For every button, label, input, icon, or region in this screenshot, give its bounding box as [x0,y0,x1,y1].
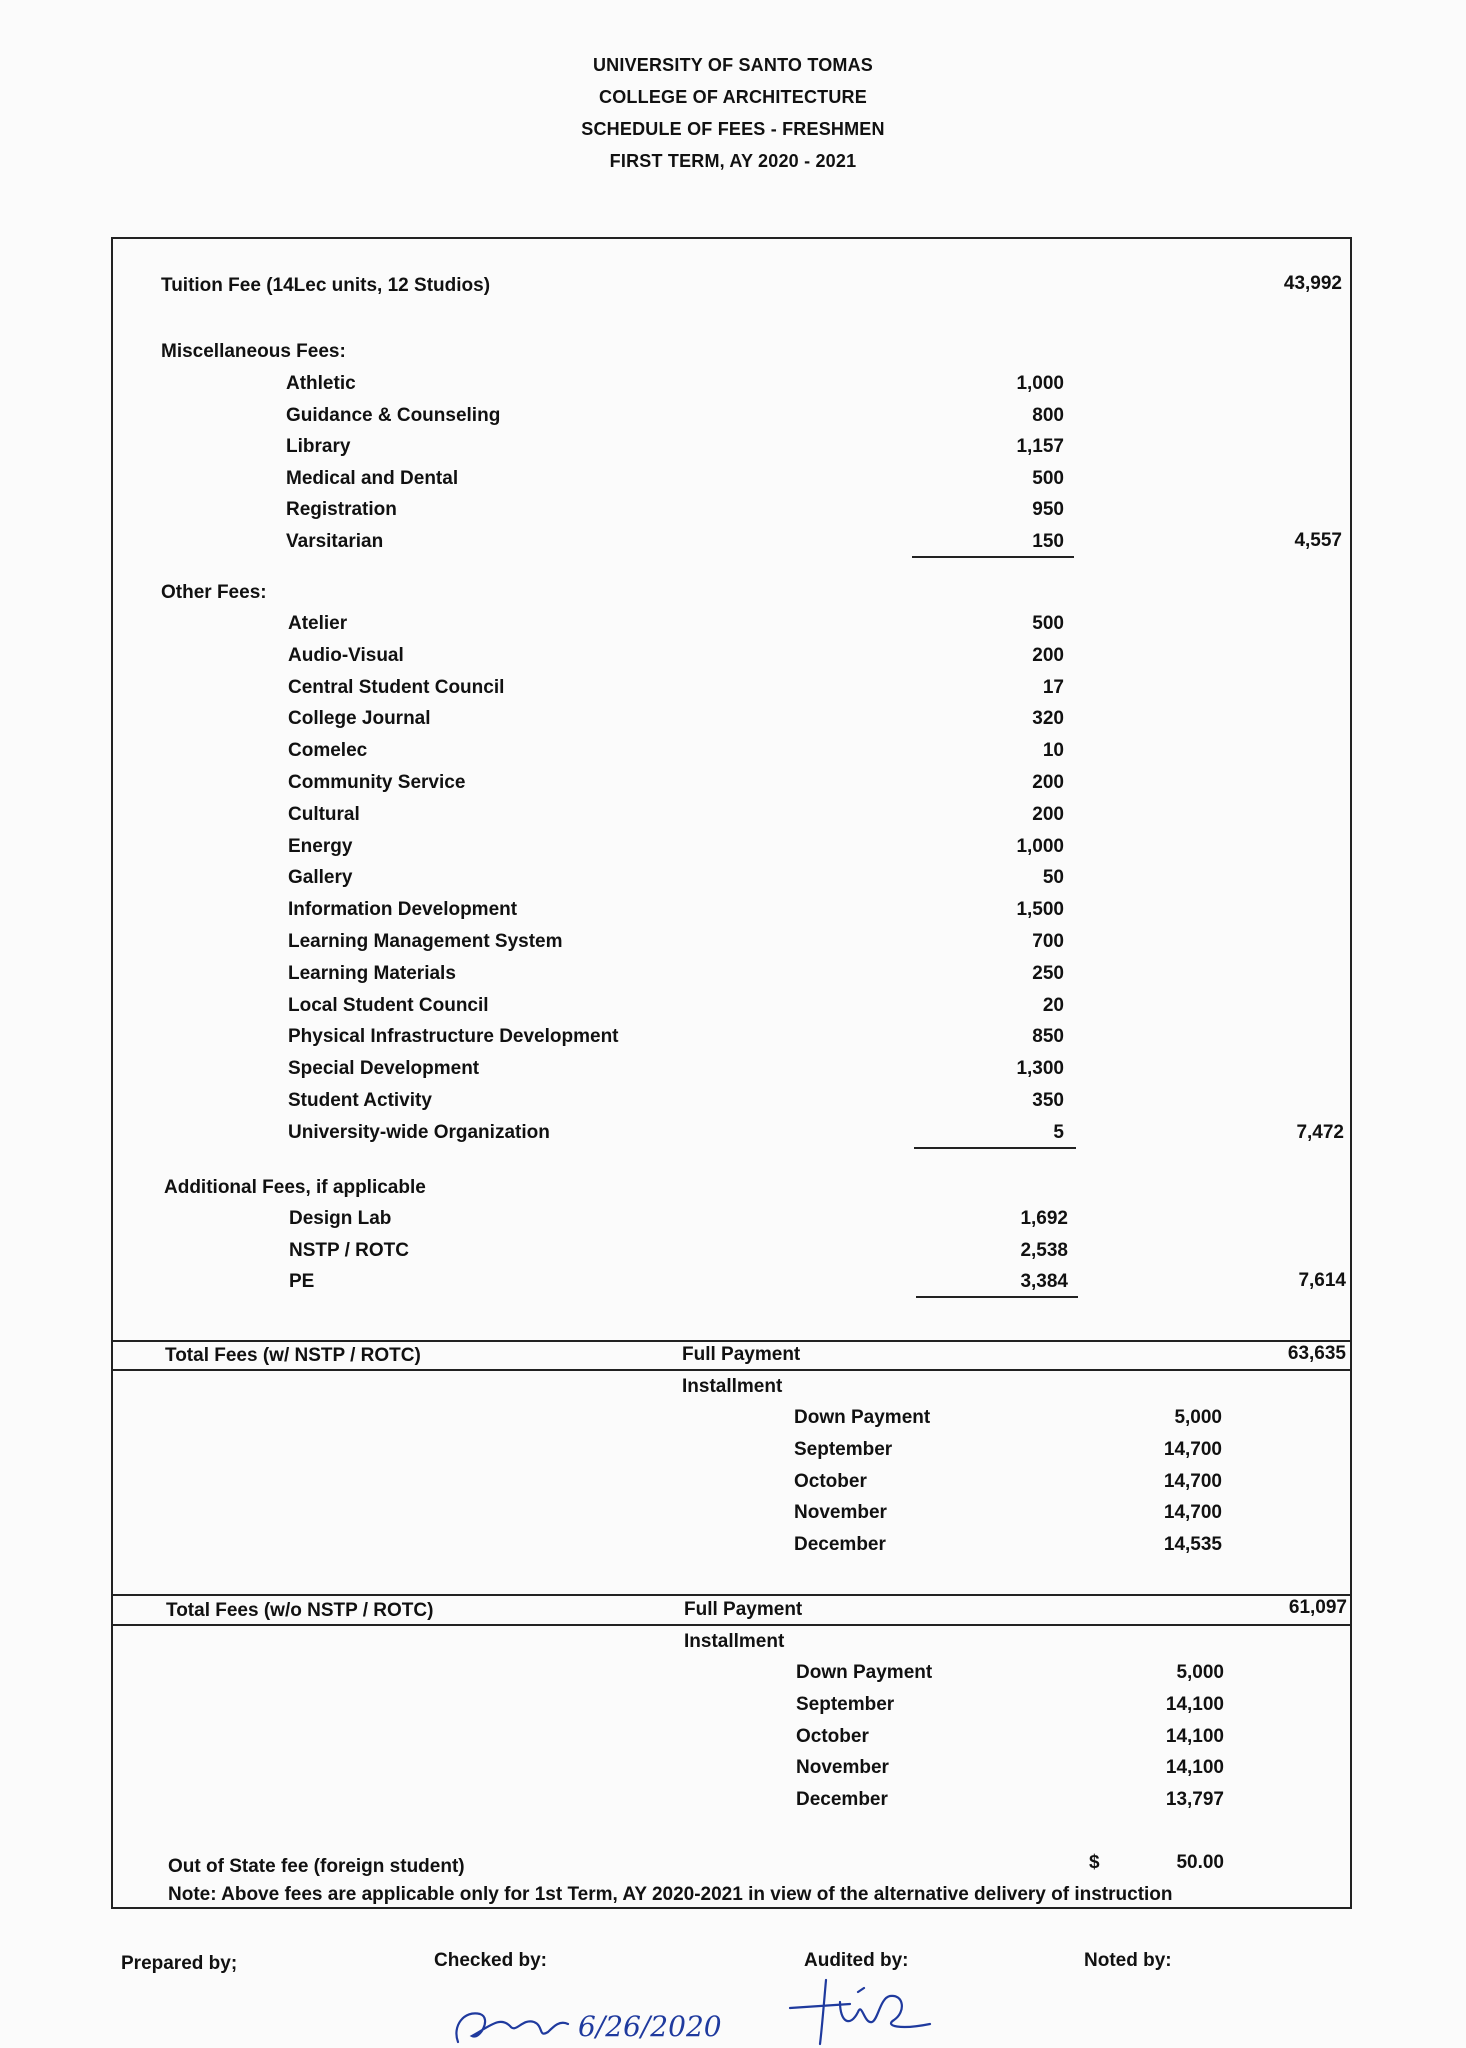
other-fees-total: 7,472 [1296,1122,1344,1143]
additional-fee-name: NSTP / ROTC [289,1239,409,1261]
other-fee-name: Community Service [288,772,466,793]
university-name: UNIVERSITY OF SANTO TOMAS [592,55,874,75]
other-fee-name: Local Student Council [288,994,489,1016]
other-fee-name: University-wide Organization [288,1121,550,1143]
misc-fee-amount: 1,000 [1016,373,1064,394]
other-fee-name: Atelier [288,613,348,634]
checked-by-label: Checked by: [434,1950,547,1971]
without-nstp-installment-name: December [796,1789,888,1811]
other-fee-amount: 320 [1032,708,1064,730]
misc-fee-name: Registration [286,499,397,521]
other-fee-name: Physical Infrastructure Development [288,1026,619,1048]
other-fee-amount: 250 [1032,962,1064,984]
total-with-nstp-label: Total Fees (w/ NSTP / ROTC) [165,1345,421,1366]
misc-fees-total: 4,557 [1294,530,1342,551]
document-header [0,49,1466,177]
misc-fee-name: Athletic [286,373,356,394]
other-fee-amount: 1,500 [1016,899,1064,921]
with-nstp-installment-name: Down Payment [794,1407,931,1428]
without-nstp-installment-label: Installment [684,1631,785,1652]
without-nstp-full-payment-label: Full Payment [684,1599,803,1620]
misc-fee-amount: 950 [1032,499,1064,521]
other-fee-name: Cultural [288,803,360,825]
noted-by-label: Noted by: [1084,1950,1172,1971]
other-fee-amount: 700 [1032,931,1064,952]
without-nstp-installment-amount: 5,000 [1176,1662,1224,1683]
misc-fee-amount: 500 [1032,467,1064,489]
out-of-state-currency: $ [1089,1852,1100,1873]
with-nstp-installment-label: Installment [682,1376,783,1397]
without-nstp-bottom-rule [111,1624,1352,1626]
other-fee-amount: 850 [1032,1026,1064,1048]
other-fee-name: Energy [288,835,353,857]
without-nstp-top-rule [111,1594,1352,1596]
fees-note: Note: Above fees are applicable only for 1st Term, AY 2020-2021 in view of the alternative delivery of instruction [168,1884,1173,1905]
other-fee-name: Student Activity [288,1090,432,1111]
other-fee-amount: 350 [1032,1090,1064,1111]
other-fee-amount: 50 [1042,867,1064,889]
with-nstp-installment-name: October [794,1470,867,1492]
without-nstp-installment-amount: 14,100 [1165,1693,1224,1715]
additional-fees-total: 7,614 [1298,1270,1346,1291]
other-fee-name: Information Development [288,899,518,921]
misc-subtotal-rule [912,556,1074,558]
other-fee-name: Central Student Council [288,676,505,698]
with-nstp-installment-name: December [794,1534,886,1556]
other-fee-amount: 17 [1042,676,1064,698]
with-nstp-installment-amount: 14,535 [1163,1534,1222,1556]
misc-fee-name: Library [286,436,351,458]
other-fee-amount: 500 [1032,613,1064,634]
with-nstp-bottom-rule [111,1369,1352,1371]
college-name: COLLEGE OF ARCHITECTURE [599,87,867,107]
without-nstp-installment-amount: 13,797 [1165,1789,1224,1811]
other-fee-name: Comelec [288,740,368,762]
with-nstp-installment-name: November [794,1502,887,1524]
checked-signature-date: 6/26/2020 [578,2010,722,2043]
with-nstp-installment-amount: 14,700 [1163,1470,1222,1492]
misc-fee-name: Guidance & Counseling [286,404,501,426]
additional-fee-amount: 3,384 [1020,1271,1068,1292]
other-subtotal-rule [914,1147,1076,1149]
out-of-state-amount: 50.00 [1176,1852,1224,1873]
misc-fees-label: Miscellaneous Fees: [161,341,346,362]
audited-by-label: Audited by: [804,1950,909,1971]
other-fee-name: Learning Materials [288,962,456,984]
without-nstp-installment-name: October [796,1725,869,1747]
misc-fee-name: Varsitarian [286,531,384,552]
other-fee-amount: 20 [1042,994,1064,1016]
without-nstp-installment-amount: 14,100 [1165,1725,1224,1747]
without-nstp-installment-name: November [796,1757,889,1779]
other-fees-label: Other Fees: [161,582,267,603]
with-nstp-top-rule [111,1340,1352,1342]
other-fee-amount: 1,000 [1016,835,1064,857]
with-nstp-installment-amount: 5,000 [1174,1407,1222,1428]
additional-fee-name: Design Lab [289,1208,392,1229]
with-nstp-installment-amount: 14,700 [1163,1438,1222,1460]
additional-fees-label: Additional Fees, if applicable [164,1177,426,1198]
prepared-by-label: Prepared by; [121,1953,238,1974]
misc-fee-amount: 1,157 [1016,436,1064,458]
with-nstp-installment-name: September [794,1438,893,1460]
without-nstp-full-payment-amount: 61,097 [1288,1597,1347,1618]
checked-by-signature [450,1996,722,2048]
term-label: FIRST TERM, AY 2020 - 2021 [609,151,857,171]
other-fee-name: Special Development [288,1058,480,1080]
tuition-fee-label: Tuition Fee (14Lec units, 12 Studios) [161,275,491,296]
audited-by-signature [780,1972,960,2048]
other-fee-amount: 200 [1032,772,1064,793]
other-fee-name: College Journal [288,708,431,730]
other-fee-amount: 1,300 [1016,1058,1064,1080]
additional-fee-amount: 2,538 [1020,1239,1068,1261]
tuition-fee-total: 43,992 [1283,273,1342,294]
total-without-nstp-label: Total Fees (w/o NSTP / ROTC) [166,1600,434,1621]
document-title: SCHEDULE OF FEES - FRESHMEN [581,119,885,139]
out-of-state-label: Out of State fee (foreign student) [168,1856,465,1877]
other-fee-amount: 5 [1053,1121,1064,1143]
additional-fee-amount: 1,692 [1020,1208,1068,1229]
misc-fee-amount: 150 [1032,531,1064,552]
other-fee-name: Audio-Visual [288,644,404,666]
without-nstp-installment-name: Down Payment [796,1662,933,1683]
other-fee-amount: 200 [1032,644,1064,666]
without-nstp-installment-name: September [796,1693,895,1715]
other-fee-name: Learning Management System [288,931,563,952]
with-nstp-installment-amount: 14,700 [1163,1502,1222,1524]
with-nstp-full-payment-amount: 63,635 [1287,1343,1346,1364]
other-fee-amount: 10 [1042,740,1064,762]
misc-fee-amount: 800 [1032,404,1064,426]
with-nstp-full-payment-label: Full Payment [682,1344,801,1365]
additional-subtotal-rule [916,1296,1078,1298]
additional-fee-name: PE [289,1271,315,1292]
misc-fee-name: Medical and Dental [286,467,459,489]
other-fee-amount: 200 [1032,803,1064,825]
without-nstp-installment-amount: 14,100 [1165,1757,1224,1779]
other-fee-name: Gallery [288,867,353,889]
